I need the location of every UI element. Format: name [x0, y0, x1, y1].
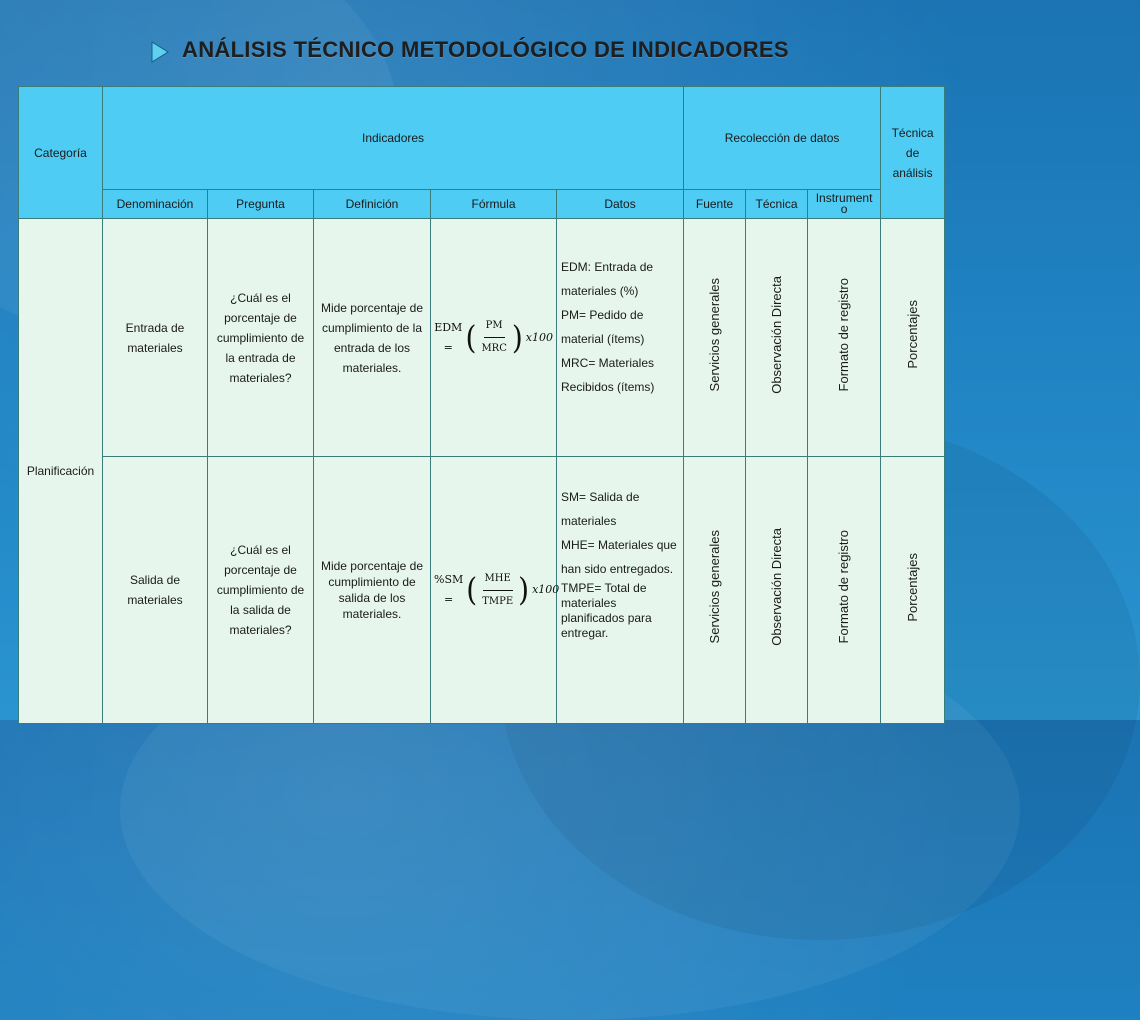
table-row [19, 219, 945, 457]
triangle-bullet-icon [150, 40, 170, 64]
tecnica-analisis-cell: Porcentajes [881, 219, 945, 457]
table-row [19, 457, 945, 724]
category-cell: Planificación [19, 219, 103, 724]
denominacion-cell: Salida de materiales [103, 457, 208, 724]
header-indicadores: Indicadores [103, 87, 684, 190]
tecnica-cell: Observación Directa [746, 457, 808, 724]
instrumento-cell: Formato de registro [808, 219, 881, 457]
formula-cell [431, 219, 557, 457]
indicators-table [18, 86, 945, 724]
subheader-fuente: Fuente [684, 190, 746, 219]
formula-cell [431, 457, 560, 724]
header-categoria: Categoría [19, 87, 103, 219]
denominacion-cell: Entrada de materiales [103, 219, 208, 457]
subheader-datos: Datos [557, 190, 684, 219]
header-recoleccion: Recolección de datos [684, 87, 881, 190]
subheader-definicion: Definición [314, 190, 431, 219]
subheader-pregunta: Pregunta [208, 190, 314, 219]
tecnica-analisis-cell: Porcentajes [881, 457, 945, 724]
fuente-cell: Servicios generales [684, 457, 746, 724]
definicion-cell: Mide porcentaje de cumplimiento de salida de los materiales. [314, 457, 431, 724]
formula: EDM = ( $\frac{PM}{\text{MRC}}$ ) x100 [434, 317, 553, 356]
fuente-cell: Servicios generales [684, 219, 746, 457]
datos-cell: SM= Salida de materiales MHE= Materiales que han sido entregados. TMPE= Total de materiales planificados para entregar. [557, 457, 684, 724]
subheader-formula: Fórmula [431, 190, 557, 219]
formula: %SM = ( $\frac{\text{MHE}}{\text{TMPE}}$ ) x100 [434, 570, 560, 609]
pregunta-cell: ¿Cuál es el porcentaje de cumplimiento de la salida de materiales? [208, 457, 314, 724]
tecnica-cell: Observación Directa [746, 219, 808, 457]
page-title: ANÁLISIS TÉCNICO METODOLÓGICO DE INDICADORES [182, 37, 789, 62]
subheader-instrumento: Instrument o [808, 190, 881, 219]
pregunta-cell: ¿Cuál es el porcentaje de cumplimiento de la entrada de materiales? [208, 219, 314, 457]
subheader-denominacion: Denominación [103, 190, 208, 219]
subheader-tecnica: Técnica [746, 190, 808, 219]
datos-cell: EDM: Entrada de materiales (%) PM= Pedido de material (ítems) MRC= Materiales Recibidos (ítems) [557, 219, 684, 457]
definicion-cell: Mide porcentaje de cumplimiento de la entrada de los materiales. [314, 219, 431, 457]
instrumento-cell: Formato de registro [808, 457, 881, 724]
header-tecnica-analisis: Técnica de análisis [881, 87, 945, 219]
